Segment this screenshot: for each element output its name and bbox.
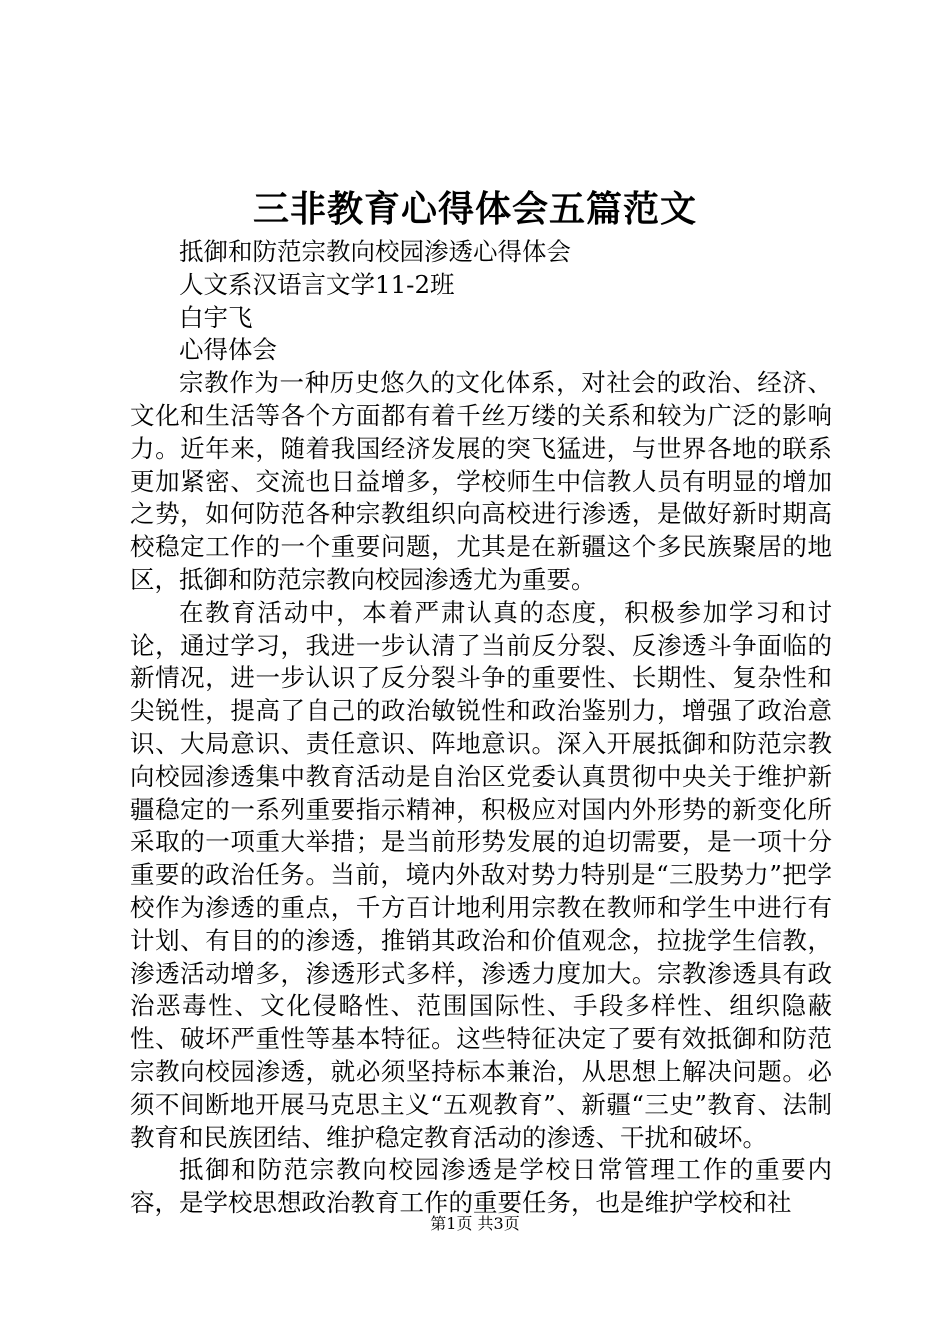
author-class-line: 人文系汉语言文学11-2班 [179,269,455,299]
body-paragraph: 宗教作为一种历史悠久的文化体系，对社会的政治、经济、文化和生活等各个方面都有着千丝万缕的关系和较为广泛的影响力。近年来，随着我国经济发展的突飞猛进，与世界各地的联系更加紧密、交流也日益增多，学校师生中信教人员有明显的增加之势，如何防范各种宗教组织向高校进行渗透，是做好新时期高校稳定工作的一个重要问题，尤其是在新疆这个多民族聚居的地区，抵御和防范宗教向校园渗透尤为重要。 [130,368,832,594]
document-body [130,236,832,1220]
author-name-line: 白宇飞 [179,302,253,332]
section-heading-line: 心得体会 [179,335,277,365]
subtitle-line: 抵御和防范宗教向校园渗透心得体会 [179,237,571,266]
page-footer: 第1页 共3页 [430,1214,520,1233]
document-title: 三非教育心得体会五篇范文 [252,188,697,230]
body-paragraph: 抵御和防范宗教向校园渗透是学校日常管理工作的重要内容，是学校思想政治教育工作的重要任务，也是维护学校和社 [130,1155,832,1218]
body-paragraph: 在教育活动中，本着严肃认真的态度，积极参加学习和讨论，通过学习，我进一步认清了当前反分裂、反渗透斗争面临的新情况，进一步认识了反分裂斗争的重要性、长期性、复杂性和尖锐性，提高了自己的政治敏锐性和政治鉴别力，增强了政治意识、大局意识、责任意识、阵地意识。深入开展抵御和防范宗教向校园渗透集中教育活动是自治区党委认真贯彻中央关于维护新疆稳定的一系列重要指示精神，积极应对国内外形势的新变化所采取的一项重大举措；是当前形势发展的迫切需要，是一项十分重要的政治任务。当前，境内外敌对势力特别是“三股势力”把学校作为渗透的重点，千方百计地利用宗教在教师和学生中进行有计划、有目的的渗透，推销其政治和价值观念，拉拢学生信教，渗透活动增多，渗透形式多样，渗透力度加大。宗教渗透具有政治恶毒性、文化侵略性、范围国际性、手段多样性、组织隐蔽性、破坏严重性等基本特征。这些特征决定了要有效抵御和防范宗教向校园渗透，就必须坚持标本兼治，从思想上解决问题。必须不间断地开展马克思主义“五观教育”、新疆“三史”教育、法制教育和民族团结、维护稳定教育活动的渗透、干扰和破坏。 [130,597,832,1152]
